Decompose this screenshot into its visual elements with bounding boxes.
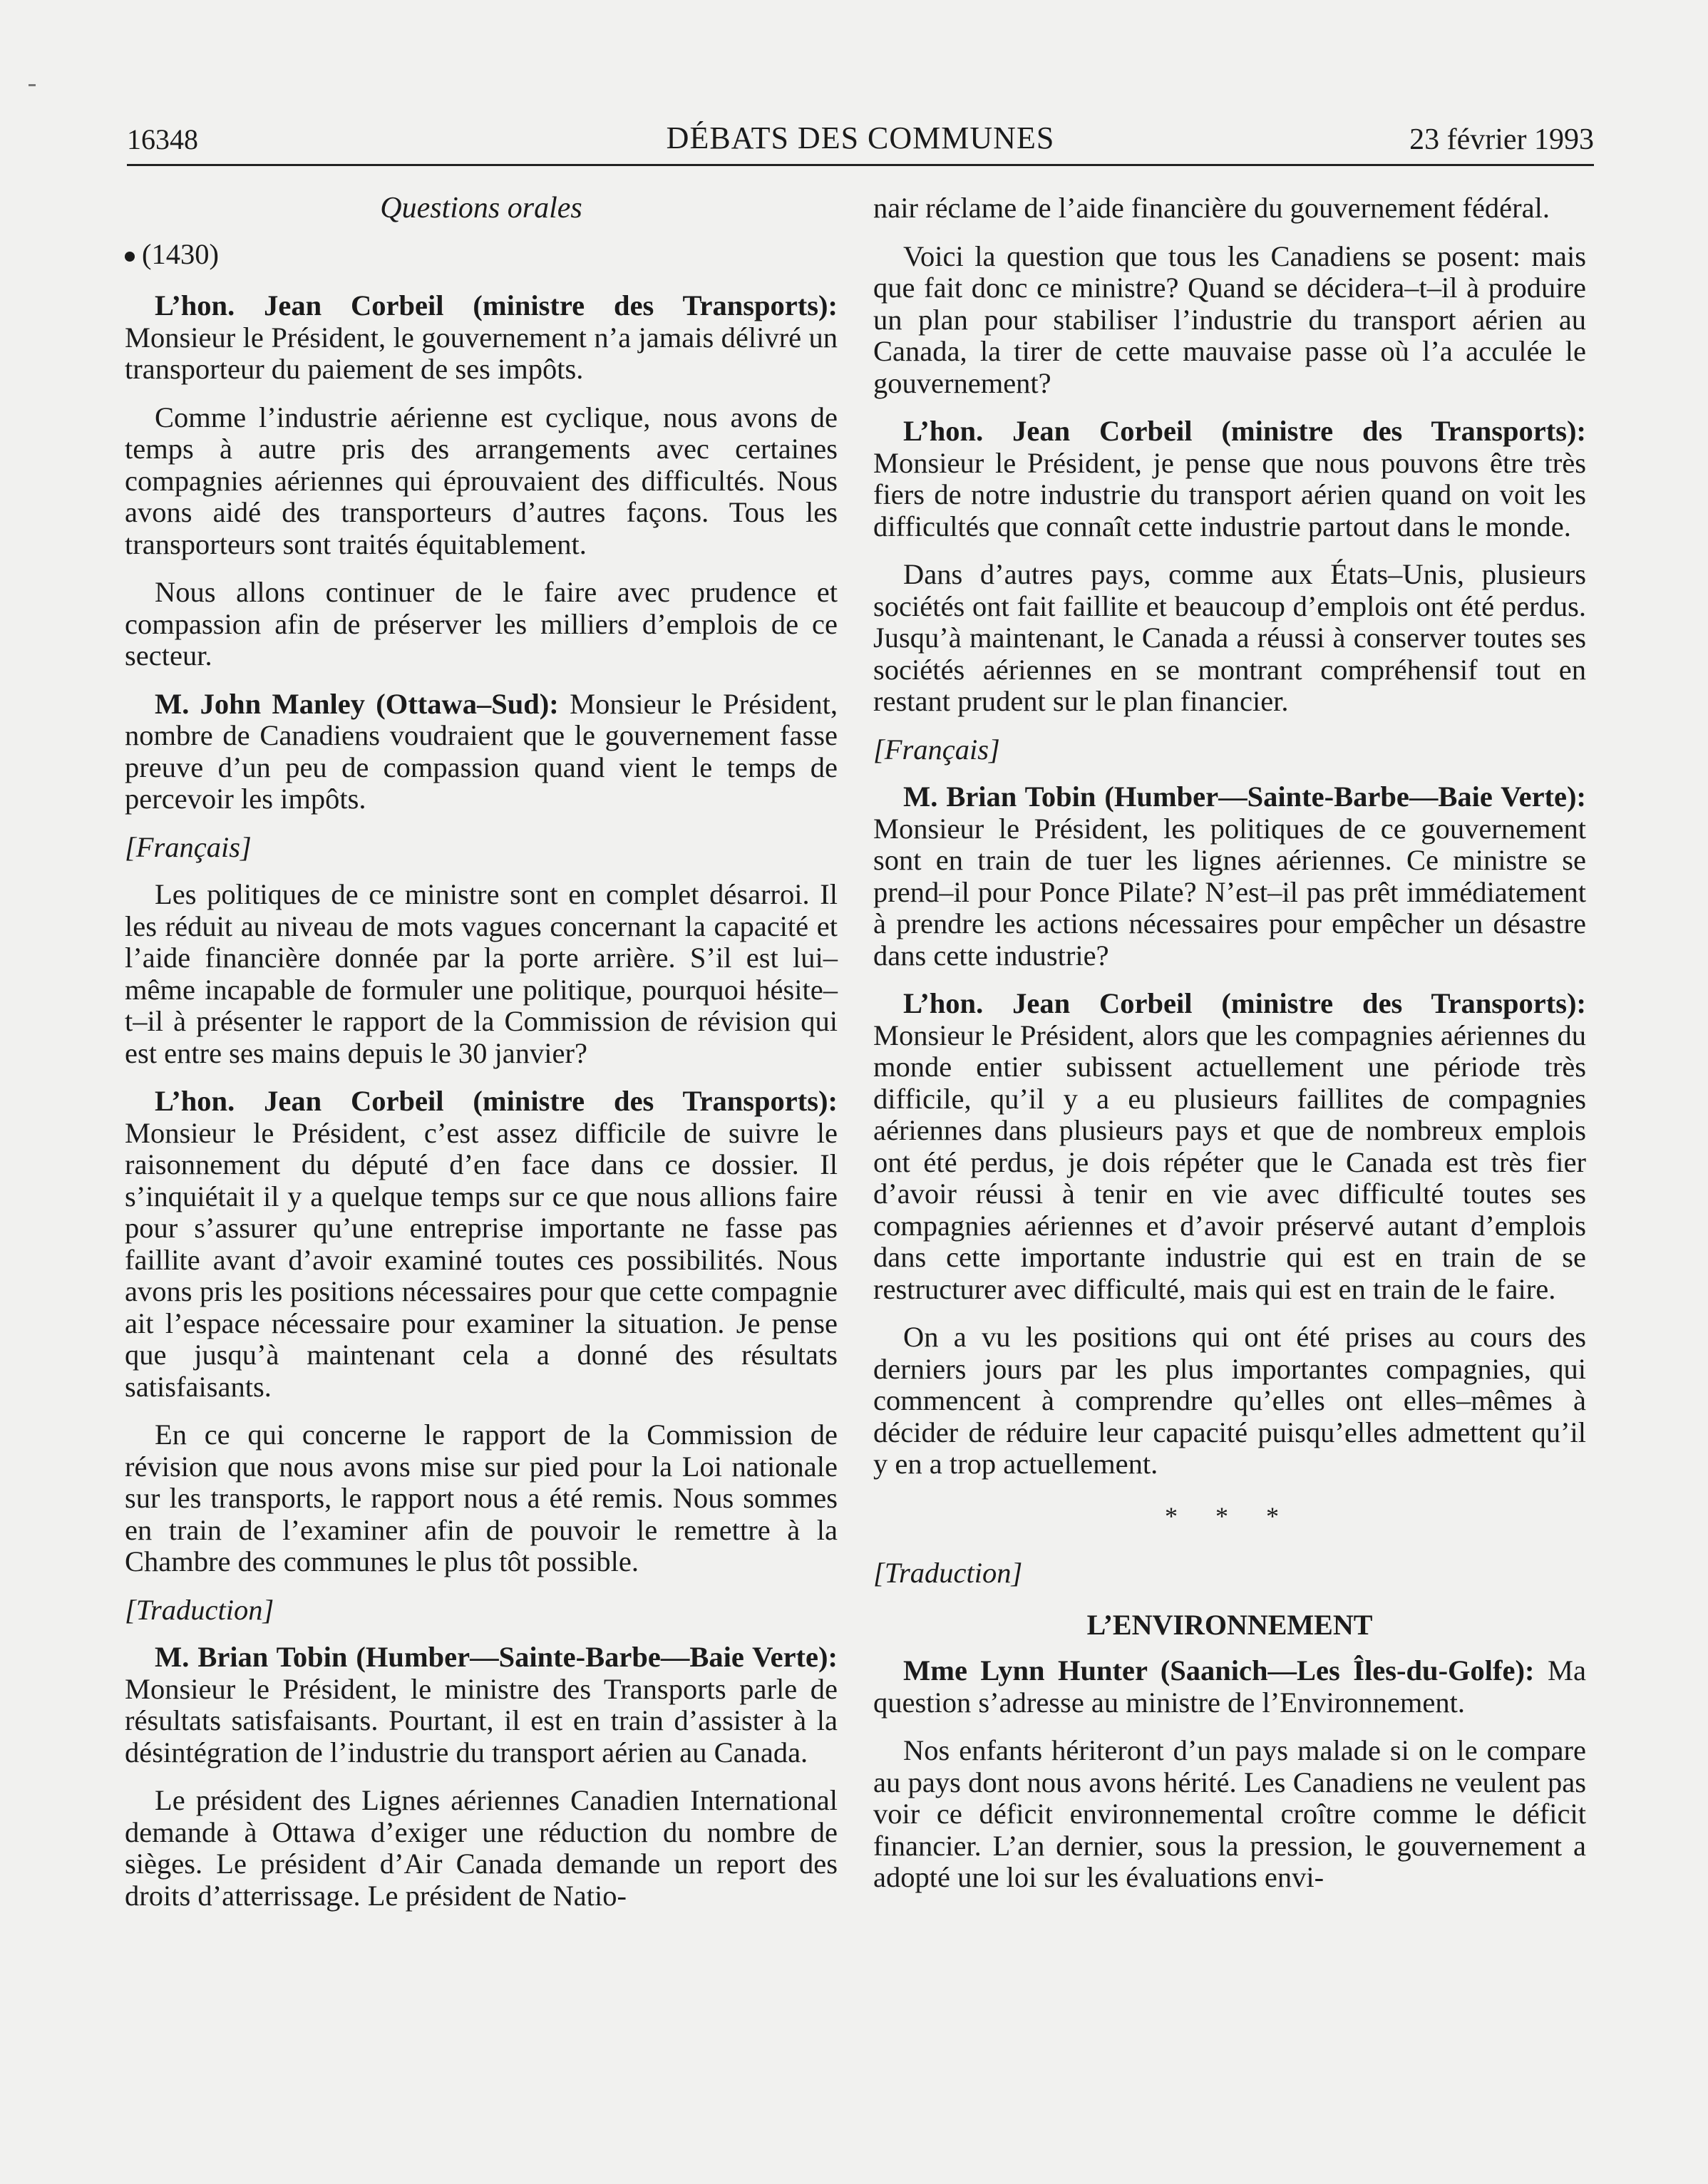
paragraph-text: Monsieur le Président, nombre de Canadiens voudraient que le gouvernement fasse preuve d’un peu de compassion quand vient le temps de percevoir les impôts.: [125, 687, 838, 815]
margin-mark: [29, 84, 36, 86]
paragraph-text: En ce qui concerne le rapport de la Commission de révision que nous avons mise sur pied pour la Loi nationale sur les transports, le rapport nous a été remis. Nous sommes en train de l’examiner afin de pouvoir le remettre à la Chambre des communes le plus tôt possible.: [125, 1418, 838, 1577]
speaker-name: L’hon. Jean Corbeil (ministre des Transports):: [903, 987, 1586, 1019]
language-marker: [Traduction]: [873, 1557, 1023, 1589]
speaker-name: M. Brian Tobin (Humber—Sainte-Barbe—Baie Verte):: [155, 1641, 838, 1673]
speech-paragraph: [125, 290, 838, 386]
paragraph: [125, 577, 838, 672]
speaker-name: M. John Manley (Ottawa–Sud):: [155, 687, 559, 720]
paragraph-text: Monsieur le Président, alors que les compagnies aériennes du monde entier subissent actuellement une période très difficile, qu’il y a eu plusieurs faillites de compagnies aériennes dans plusieurs pays et que de nombreux emplois ont été perdus, je dois répéter que le Canada est très fier d’avoir réussi à tenir en vie avec difficulté toutes ses compagnies aériennes et d’avoir préservé autant d’emplois dans cette importante industrie qui est en train de se restructurer avec difficulté, mais qui est en train de le faire.: [873, 1019, 1586, 1305]
paragraph: [873, 241, 1586, 400]
paragraph: [125, 402, 838, 561]
paragraph: [873, 192, 1586, 225]
language-marker: [Français]: [873, 733, 1000, 766]
language-marker: [Français]: [125, 830, 252, 863]
paragraph-text: Monsieur le Président, le gouvernement n’a jamais délivré un transporteur du paiement de ses impôts.: [125, 321, 838, 385]
section-separator: * * *: [1165, 1501, 1295, 1530]
speaker-name: L’hon. Jean Corbeil (ministre des Transports):: [903, 415, 1586, 447]
paragraph-text: Comme l’industrie aérienne est cyclique, nous avons de temps à autre pris des arrangements avec certaines compagnies aériennes qui éprouvaient des difficultés. Nous avons aidé des transporteurs d’autres façons. Tous les transporteurs sont traités équitablement.: [125, 401, 838, 560]
page-number: 16348: [127, 123, 198, 155]
paragraph-text: Monsieur le Président, le ministre des Transports parle de résultats satisfaisants. Pourtant, il est en train d’assister à la désintégration de l’industrie du transport aérien au Canada.: [125, 1672, 838, 1768]
speaker-name: L’hon. Jean Corbeil (ministre des Transports):: [155, 289, 838, 321]
left-column: [125, 192, 838, 1928]
paragraph-text: Monsieur le Président, les politiques de ce gouvernement sont en train de tuer les lignes aériennes. Ce ministre se prend–il pour Ponce Pilate? N’est–il pas prêt immédiatement à prendre les actions nécessaires pour empêcher un désastre dans cette industrie?: [873, 812, 1586, 972]
paragraph: [873, 1735, 1586, 1894]
speech-paragraph: [125, 1086, 838, 1403]
time-marker-text: (1430): [142, 237, 219, 270]
paragraph-text: Les politiques de ce ministre sont en complet désarroi. Il les réduit au niveau de mots vagues concernant la capacité et l’aide financière donnée par la porte arrière. S’il est lui–même incapable de formuler une politique, pourquoi hésite–t–il à présenter le rapport de la Commission de révision qui est entre ses mains depuis le 30 janvier?: [125, 878, 838, 1069]
paragraph-text: Monsieur le Président, je pense que nous pouvons être très fiers de notre industrie du transport aérien quand on voit les difficultés que connaît cette industrie partout dans le monde.: [873, 446, 1586, 542]
paragraph-text: Monsieur le Président, c’est assez difficile de suivre le raisonnement du député d’en face dans ce dossier. Il s’inquiétait il y a quelque temps sur ce que nous allions faire pour s’assurer qu’une entreprise importante ne fasse pas faillite avant d’avoir examiné toutes ces possibilités. Nous avons pris les positions nécessaires pour que cette compagnie ait l’espace nécessaire pour examiner la situation. Je pense que jusqu’à maintenant cela a donné des résultats satisfaisants.: [125, 1116, 838, 1403]
speech-paragraph: [125, 1642, 838, 1768]
speech-paragraph: [873, 781, 1586, 972]
paragraph: [125, 879, 838, 1069]
paragraph: [125, 1419, 838, 1578]
page-header: [127, 120, 1594, 166]
paragraph-text: Dans d’autres pays, comme aux États–Unis, plusieurs sociétés ont fait faillite et beaucoup d’emplois ont été perdus. Jusqu’à maintenant, le Canada a réussi à conserver toutes ses sociétés aériennes en se montrant compréhensif tout en restant prudent sur le plan financier.: [873, 558, 1586, 717]
speech-paragraph: [125, 689, 838, 815]
time-marker: [125, 239, 838, 271]
speech-paragraph: [873, 416, 1586, 542]
paragraph: [873, 559, 1586, 718]
paragraph-text: Le président des Lignes aériennes Canadien International demande à Ottawa d’exiger une réduction du nombre de sièges. Le président d’Air Canada demande un report des droits d’atterrissage. Le président de Natio-: [125, 1784, 838, 1912]
paragraph: [873, 1322, 1586, 1480]
publication-title: DÉBATS DES COMMUNES: [666, 120, 1055, 155]
speaker-name: L’hon. Jean Corbeil (ministre des Transports):: [155, 1085, 838, 1117]
section-label: Questions orales: [380, 192, 582, 225]
paragraph-text: Nos enfants hériteront d’un pays malade si on le compare au pays dont nous avons hérité. Les Canadiens ne veulent pas voir ce déficit environnemental croître comme le déficit financier. L’an dernier, sous la pression, le gouvernement a adopté une loi sur les évaluations envi-: [873, 1734, 1586, 1893]
paragraph-text: Nous allons continuer de le faire avec prudence et compassion afin de préserver les milliers d’emplois de ce secteur.: [125, 576, 838, 671]
paragraph-text: Voici la question que tous les Canadiens se posent: mais que fait donc ce ministre? Quand se décidera–t–il à produire un plan pour stabiliser l’industrie du transport aérien au Canada, la tirer de cette mauvaise passe où l’a acculée le gouvernement?: [873, 239, 1586, 399]
language-marker: [Traduction]: [125, 1593, 274, 1626]
paragraph-text: nair réclame de l’aide financière du gouvernement fédéral.: [873, 192, 1550, 224]
speech-paragraph: [873, 988, 1586, 1305]
paragraph: [125, 1785, 838, 1912]
publication-date: 23 février 1993: [1409, 123, 1594, 156]
paragraph-text: On a vu les positions qui ont été prises au cours des derniers jours par les plus importantes compagnies, qui commencent à comprendre qu’elles ont elles–mêmes à décider de réduire leur capacité puisqu’elles admettent qu’il y en a trop actuellement.: [873, 1321, 1586, 1480]
paragraph-text: Ma question s’adresse au ministre de l’Environnement.: [873, 1654, 1586, 1719]
speech-paragraph: [873, 1655, 1586, 1719]
speaker-name: M. Brian Tobin (Humber—Sainte-Barbe—Baie Verte):: [903, 781, 1586, 813]
right-column: [873, 192, 1586, 1910]
bullet-icon: [125, 252, 135, 262]
speaker-name: Mme Lynn Hunter (Saanich—Les Îles-du-Golfe):: [903, 1654, 1535, 1686]
section-heading: L’ENVIRONNEMENT: [1086, 1608, 1373, 1641]
